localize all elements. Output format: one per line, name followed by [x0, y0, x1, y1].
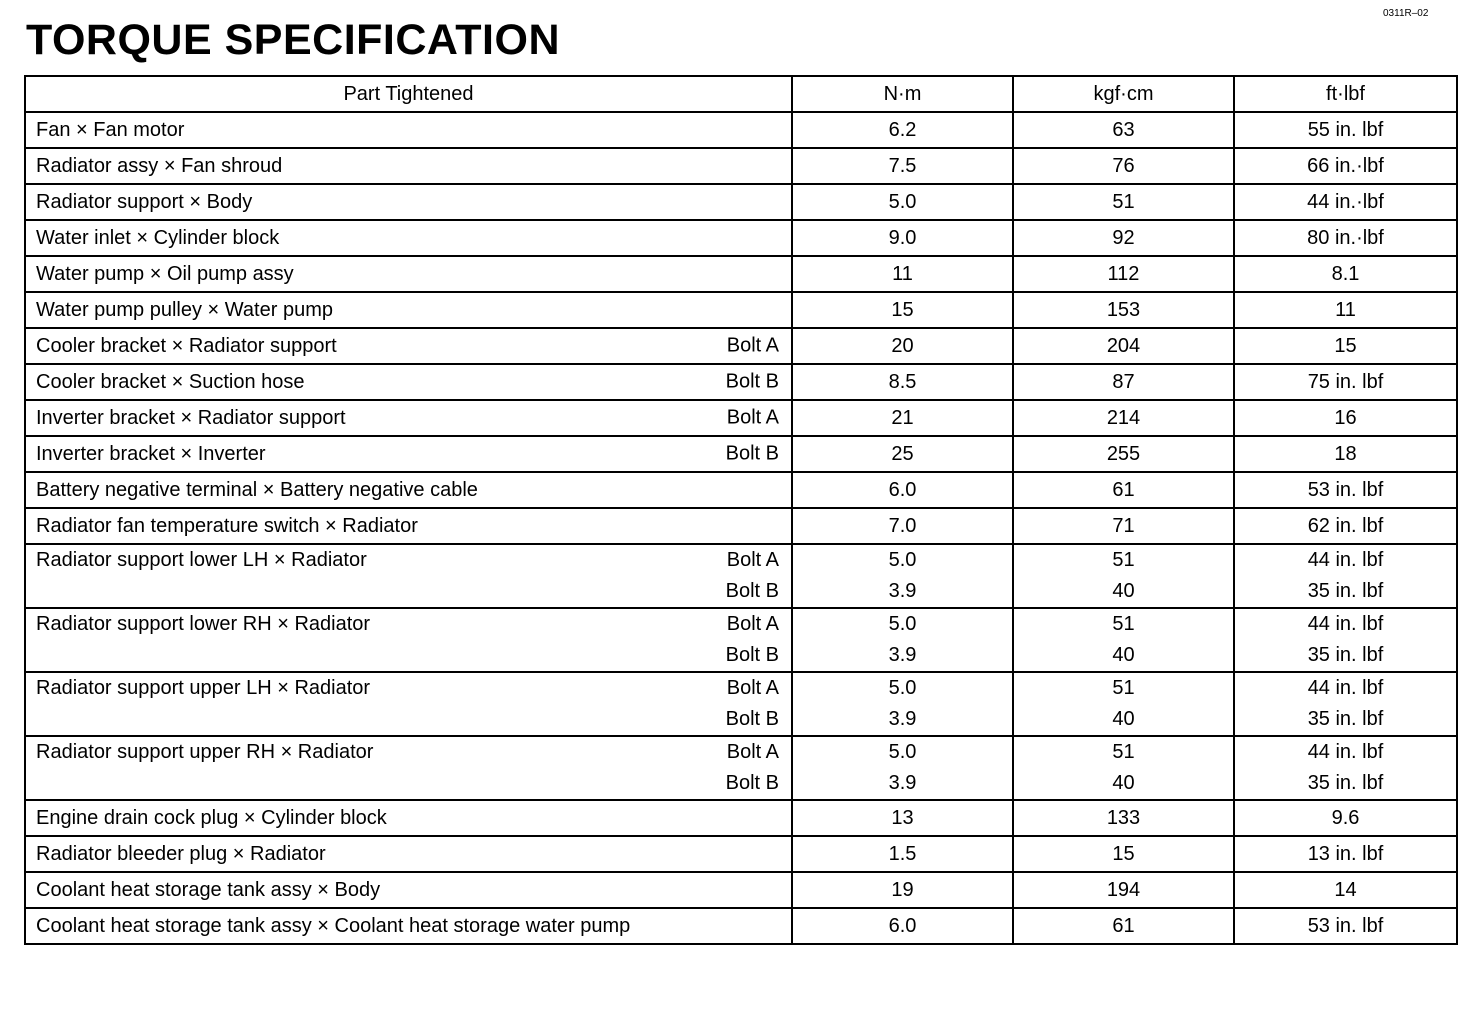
- part-name: Radiator fan temperature switch × Radiator: [36, 514, 418, 537]
- part-cell: [25, 872, 792, 908]
- part-name: Inverter bracket × Radiator support: [36, 406, 346, 429]
- nm-value: 7.0: [792, 508, 1013, 544]
- bolt-label: Bolt A: [726, 613, 779, 635]
- kgfcm-value: 92: [1013, 220, 1234, 256]
- table-row: [25, 836, 1457, 872]
- part-name: Fan × Fan motor: [36, 118, 185, 141]
- header-nm: N·m: [792, 76, 1013, 112]
- table-row: [25, 508, 1457, 544]
- part-name: Battery negative terminal × Battery negative cable: [36, 478, 478, 501]
- part-cell: [25, 736, 792, 800]
- kgfcm-value-b: 40: [1112, 772, 1135, 794]
- ftlbf-value: [1234, 608, 1457, 672]
- nm-value: 8.5: [792, 364, 1013, 400]
- kgfcm-value: [1013, 672, 1234, 736]
- ftlbf-value: [1234, 544, 1457, 608]
- header-ftlbf: ft·lbf: [1234, 76, 1457, 112]
- nm-value: [792, 544, 1013, 608]
- table-row: [25, 220, 1457, 256]
- bolt-label: Bolt B: [725, 644, 779, 666]
- ftlbf-value: 62 in. lbf: [1234, 508, 1457, 544]
- kgfcm-value-b: 40: [1112, 644, 1135, 666]
- ftlbf-value-a: 44 in. lbf: [1307, 613, 1384, 635]
- table-row: [25, 436, 1457, 472]
- part-cell: [25, 544, 792, 608]
- nm-value-a: 5.0: [888, 677, 917, 699]
- kgfcm-value: [1013, 736, 1234, 800]
- ftlbf-value: 15: [1234, 328, 1457, 364]
- part-cell: [25, 508, 792, 544]
- nm-value-b: 3.9: [888, 580, 917, 602]
- part-name: Radiator support upper RH × Radiator: [36, 741, 374, 763]
- nm-value: 25: [792, 436, 1013, 472]
- kgfcm-value-a: 51: [1112, 741, 1135, 763]
- table-row: [25, 800, 1457, 836]
- nm-value-b: 3.9: [888, 772, 917, 794]
- part-cell: [25, 472, 792, 508]
- part-name: Coolant heat storage tank assy × Body: [36, 878, 381, 901]
- ftlbf-value: 53 in. lbf: [1234, 908, 1457, 944]
- table-header-row: [25, 76, 1457, 112]
- nm-value: 13: [792, 800, 1013, 836]
- ftlbf-value: 55 in. lbf: [1234, 112, 1457, 148]
- nm-value: 11: [792, 256, 1013, 292]
- nm-value: 19: [792, 872, 1013, 908]
- ftlbf-value-b: 35 in. lbf: [1307, 580, 1384, 602]
- nm-value: 21: [792, 400, 1013, 436]
- ftlbf-value-b: 35 in. lbf: [1307, 644, 1384, 666]
- header-kgfcm: kgf·cm: [1013, 76, 1234, 112]
- part-name: Radiator bleeder plug × Radiator: [36, 842, 326, 865]
- page-title: TORQUE SPECIFICATION: [26, 16, 560, 64]
- part-cell: [25, 328, 792, 364]
- bolt-label: Bolt B: [725, 772, 779, 794]
- ftlbf-value: 53 in. lbf: [1234, 472, 1457, 508]
- ftlbf-value: 13 in. lbf: [1234, 836, 1457, 872]
- part-cell: [25, 220, 792, 256]
- nm-value-b: 3.9: [888, 708, 917, 730]
- bolt-label: Bolt B: [725, 708, 779, 730]
- part-name: Radiator support upper LH × Radiator: [36, 677, 371, 699]
- part-cell: [25, 400, 792, 436]
- kgfcm-value: 204: [1013, 328, 1234, 364]
- ftlbf-value-b: 35 in. lbf: [1307, 708, 1384, 730]
- part-name: Cooler bracket × Radiator support: [36, 334, 337, 357]
- table-row: [25, 672, 1457, 736]
- kgfcm-value-a: 51: [1112, 613, 1135, 635]
- ftlbf-value: 18: [1234, 436, 1457, 472]
- ftlbf-value: 9.6: [1234, 800, 1457, 836]
- nm-value: 6.0: [792, 472, 1013, 508]
- part-name: Cooler bracket × Suction hose: [36, 370, 305, 393]
- part-cell: [25, 184, 792, 220]
- kgfcm-value: 15: [1013, 836, 1234, 872]
- kgfcm-value: 255: [1013, 436, 1234, 472]
- part-cell: [25, 364, 792, 400]
- bolt-label: Bolt A: [726, 334, 779, 357]
- table-row: [25, 472, 1457, 508]
- kgfcm-value: [1013, 608, 1234, 672]
- ftlbf-value: 75 in. lbf: [1234, 364, 1457, 400]
- part-name: Radiator assy × Fan shroud: [36, 154, 283, 177]
- table-row: [25, 292, 1457, 328]
- part-name: Radiator support lower RH × Radiator: [36, 613, 371, 635]
- kgfcm-value: 61: [1013, 472, 1234, 508]
- bolt-label: Bolt A: [726, 406, 779, 429]
- nm-value-a: 5.0: [888, 613, 917, 635]
- kgfcm-value: 87: [1013, 364, 1234, 400]
- ftlbf-value: 44 in.·lbf: [1234, 184, 1457, 220]
- kgfcm-value: 71: [1013, 508, 1234, 544]
- kgfcm-value: 214: [1013, 400, 1234, 436]
- part-name: Water pump pulley × Water pump: [36, 298, 333, 321]
- part-name: Water inlet × Cylinder block: [36, 226, 280, 249]
- header-part-tightened: Part Tightened: [25, 76, 792, 112]
- torque-spec-table: [24, 75, 1458, 945]
- part-cell: [25, 292, 792, 328]
- ftlbf-value: 11: [1234, 292, 1457, 328]
- kgfcm-value-b: 40: [1112, 580, 1135, 602]
- table-row: [25, 872, 1457, 908]
- part-name: Coolant heat storage tank assy × Coolant heat storage water pump: [36, 914, 631, 937]
- table-row: [25, 908, 1457, 944]
- part-cell: [25, 112, 792, 148]
- part-name: Engine drain cock plug × Cylinder block: [36, 806, 387, 829]
- table-row: [25, 544, 1457, 608]
- table-row: [25, 364, 1457, 400]
- bolt-label: Bolt A: [726, 549, 779, 571]
- table-row: [25, 112, 1457, 148]
- ftlbf-value-a: 44 in. lbf: [1307, 549, 1384, 571]
- nm-value: 6.0: [792, 908, 1013, 944]
- kgfcm-value: 133: [1013, 800, 1234, 836]
- table-row: [25, 184, 1457, 220]
- ftlbf-value-b: 35 in. lbf: [1307, 772, 1384, 794]
- part-cell: [25, 608, 792, 672]
- ftlbf-value: [1234, 672, 1457, 736]
- bolt-label: Bolt A: [726, 741, 779, 763]
- table-row: [25, 400, 1457, 436]
- nm-value-b: 3.9: [888, 644, 917, 666]
- ftlbf-value-a: 44 in. lbf: [1307, 677, 1384, 699]
- part-name: Inverter bracket × Inverter: [36, 442, 266, 465]
- ftlbf-value: 16: [1234, 400, 1457, 436]
- nm-value-a: 5.0: [888, 741, 917, 763]
- table-row: [25, 328, 1457, 364]
- part-cell: [25, 908, 792, 944]
- part-cell: [25, 256, 792, 292]
- ftlbf-value: 80 in.·lbf: [1234, 220, 1457, 256]
- table-row: [25, 608, 1457, 672]
- table-row: [25, 148, 1457, 184]
- part-cell: [25, 148, 792, 184]
- document-code: 0311R–02: [1383, 8, 1429, 19]
- part-name: Radiator support lower LH × Radiator: [36, 549, 367, 571]
- bolt-label: Bolt B: [725, 370, 779, 393]
- nm-value: [792, 672, 1013, 736]
- nm-value: 6.2: [792, 112, 1013, 148]
- part-cell: [25, 800, 792, 836]
- ftlbf-value-a: 44 in. lbf: [1307, 741, 1384, 763]
- nm-value: 9.0: [792, 220, 1013, 256]
- part-cell: [25, 836, 792, 872]
- kgfcm-value: 153: [1013, 292, 1234, 328]
- nm-value: 20: [792, 328, 1013, 364]
- kgfcm-value: 63: [1013, 112, 1234, 148]
- nm-value: 5.0: [792, 184, 1013, 220]
- kgfcm-value-a: 51: [1112, 677, 1135, 699]
- nm-value: 15: [792, 292, 1013, 328]
- kgfcm-value: [1013, 544, 1234, 608]
- nm-value-a: 5.0: [888, 549, 917, 571]
- part-name: Water pump × Oil pump assy: [36, 262, 294, 285]
- kgfcm-value: 112: [1013, 256, 1234, 292]
- kgfcm-value-b: 40: [1112, 708, 1135, 730]
- ftlbf-value: [1234, 736, 1457, 800]
- kgfcm-value: 51: [1013, 184, 1234, 220]
- table-row: [25, 736, 1457, 800]
- part-name: Radiator support × Body: [36, 190, 253, 213]
- part-cell: [25, 436, 792, 472]
- bolt-label: Bolt B: [725, 580, 779, 602]
- ftlbf-value: 14: [1234, 872, 1457, 908]
- nm-value: [792, 736, 1013, 800]
- bolt-label: Bolt B: [725, 442, 779, 465]
- bolt-label: Bolt A: [726, 677, 779, 699]
- ftlbf-value: 8.1: [1234, 256, 1457, 292]
- nm-value: [792, 608, 1013, 672]
- kgfcm-value: 76: [1013, 148, 1234, 184]
- kgfcm-value: 194: [1013, 872, 1234, 908]
- nm-value: 1.5: [792, 836, 1013, 872]
- kgfcm-value-a: 51: [1112, 549, 1135, 571]
- ftlbf-value: 66 in.·lbf: [1234, 148, 1457, 184]
- kgfcm-value: 61: [1013, 908, 1234, 944]
- part-cell: [25, 672, 792, 736]
- nm-value: 7.5: [792, 148, 1013, 184]
- table-row: [25, 256, 1457, 292]
